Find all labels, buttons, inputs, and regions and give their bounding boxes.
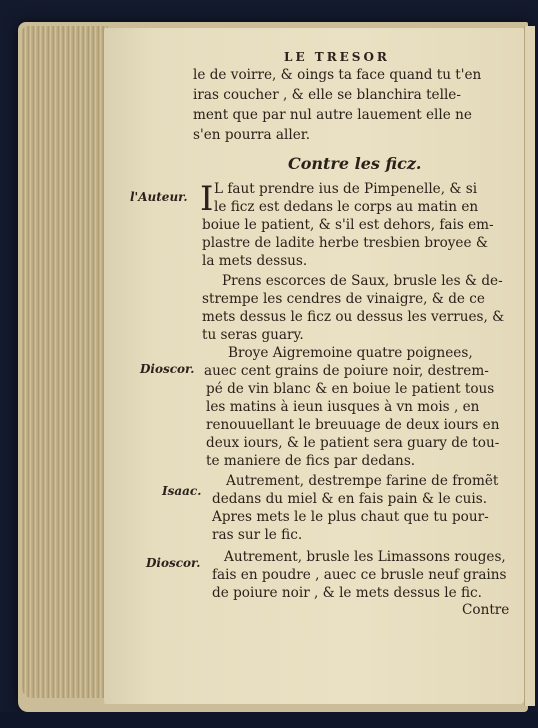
text-line: le ficz est dedans le corps au matin en (214, 199, 479, 215)
text-line: Autrement, brusle les Limassons rouges, (224, 549, 506, 565)
margin-note-dioscor-2: Dioscor. (146, 556, 201, 570)
text-line: Autrement, destrempe farine de fromẽt (226, 473, 499, 489)
text-line: de poiure noir , & le mets dessus le fic. (212, 585, 482, 601)
text-line: auec cent grains de poiure noir, destrem- (204, 363, 489, 379)
text-line: les matins à ieun iusques à vn mois , en (206, 399, 480, 415)
text-line: la mets dessus. (202, 253, 308, 269)
text-line: te maniere de fics par dedans. (206, 453, 416, 469)
facing-page-edge (524, 26, 535, 706)
text-line: Apres mets le le plus chaut que tu pour- (212, 509, 489, 525)
margin-note-dioscor: Dioscor. (140, 362, 195, 376)
text-line: le de voirre, & oings ta face quand tu t'en (193, 67, 482, 83)
text-line: iras coucher , & elle se blanchira telle- (193, 87, 461, 103)
background-edge (0, 712, 538, 728)
text-line: ment que par nul autre lauement elle ne (193, 107, 472, 123)
catchword: Contre (462, 602, 510, 618)
margin-note-auteur: l'Auteur. (130, 190, 188, 204)
text-line: mets dessus le ficz ou dessus les verrues, & (202, 309, 505, 325)
margin-note-isaac: Isaac. (162, 484, 202, 498)
text-line: boiue le patient, & s'il est dehors, fais em- (202, 217, 494, 233)
page-edges (22, 26, 108, 698)
text-line: tu seras guary. (202, 327, 304, 343)
text-line: renouuellant le breuuage de deux iours en (206, 417, 500, 433)
text-line: L faut prendre ius de Pimpenelle, & si (214, 181, 478, 197)
text-line: strempe les cendres de vinaigre, & de ce (202, 291, 485, 307)
text-line: dedans du miel & en fais pain & le cuis. (212, 491, 488, 507)
text-line: s'en pourra aller. (193, 127, 311, 143)
text-line: Broye Aigremoine quatre poignees, (228, 345, 473, 361)
text-line: Prens escorces de Saux, brusle les & de- (222, 273, 503, 289)
drop-capital: I (200, 179, 214, 219)
running-header: LE TRESOR (284, 50, 390, 64)
section-heading: Contre les ficz. (288, 154, 422, 173)
text-line: ras sur le fic. (212, 527, 303, 543)
text-line: pé de vin blanc & en boiue le patient tous (206, 381, 495, 397)
text-line: plastre de ladite herbe tresbien broyee & (202, 235, 488, 251)
text-line: fais en poudre , auec ce brusle neuf grains (212, 567, 507, 583)
text-line: deux iours, & le patient sera guary de tou- (206, 435, 500, 451)
